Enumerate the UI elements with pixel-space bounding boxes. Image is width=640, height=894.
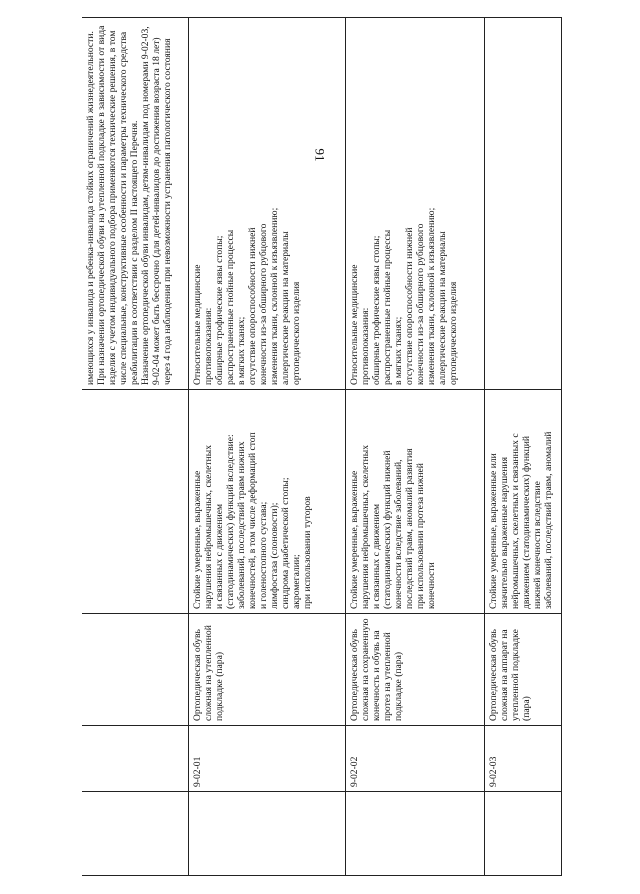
indication-line: значительно выраженные нарушения: [499, 456, 510, 609]
indication-line: нижней конечности вследствие: [532, 481, 543, 609]
contraindication-line: противопоказания:: [360, 307, 371, 385]
empty-cell: [82, 390, 189, 614]
contraindication-line: распространенные гнойные процессы: [382, 229, 393, 385]
indication-line: заболеваний, последствий травм, аномалий: [543, 431, 554, 609]
indication-line: Стойкие умеренные, выраженные или: [488, 453, 499, 609]
row-indications: [189, 390, 346, 614]
intro-line: изделия с учетом индивидуального подбора применяются технические решения, в том: [107, 30, 118, 385]
row-indications: [346, 390, 485, 614]
table-row: [189, 18, 346, 876]
indication-line: и связанных с движением: [214, 503, 225, 609]
contraindication-line: Относительные медицинские: [192, 264, 203, 385]
indication-line: нарушения нейромышечных, скелетных: [203, 445, 214, 609]
empty-cell: [485, 792, 562, 876]
intro-line: При назначении ортопедической обуви на утепленной подкладке в зависимости от вида: [96, 25, 107, 385]
contraindication-line: отсутствие опороспособности нижней: [404, 227, 415, 385]
indication-line: при использовании туторов: [302, 496, 313, 609]
indication-line: и связанных с движением: [371, 503, 382, 609]
contraindication-line: обширные трофические язвы стопы;: [371, 235, 382, 385]
indication-line: лимфостаза (слоновости);: [269, 502, 280, 609]
row-contraindications: [189, 18, 346, 390]
contraindication-line: аллергические реакции на материалы: [280, 231, 291, 385]
indication-line: при использовании протеза нижней: [415, 463, 426, 609]
indication-line: последствий травм, аномалий развития: [404, 448, 415, 609]
row-contraindications: [346, 18, 485, 390]
indication-line: конечностей, в том числе деформаций стоп: [247, 432, 258, 609]
row-code: 9-02-01: [189, 726, 346, 792]
page-number: 91: [312, 148, 328, 162]
intro-line: числе специальные, конструктивные особенности и параметры технического средства: [118, 31, 129, 385]
contraindication-line: конечности из-за обширного рубцового: [258, 223, 269, 385]
row-code: 9-02-02: [346, 726, 485, 792]
contraindication-line: в мягких тканях;: [236, 316, 247, 385]
contraindication-line: распространенные гнойные процессы: [225, 229, 236, 385]
contraindication-line: Относительные медицинские: [349, 264, 360, 385]
indication-line: Стойкие умеренные, выраженные: [192, 470, 203, 609]
contraindication-line: изменения ткани, склонной к изъязвлению;: [426, 207, 437, 385]
intro-text: [82, 18, 189, 390]
contraindication-line: изменения ткани, склонной к изъязвлению;: [269, 207, 280, 385]
indication-line: нейромышечных, скелетных и связанных с: [510, 433, 521, 609]
indication-line: заболеваний, последствий травм нижних: [236, 441, 247, 609]
contraindication-line: аллергические реакции на материалы: [437, 231, 448, 385]
table-row: [485, 18, 562, 876]
indication-line: Стойкие умеренные, выраженные: [349, 470, 360, 609]
indication-line: нарушения нейромышечных, скелетных: [360, 445, 371, 609]
empty-cell: [485, 18, 562, 390]
empty-cell: [346, 792, 485, 876]
table-row: [346, 18, 485, 876]
row-name: Ортопедическая обувь сложная на сохраненную конечность и обувь на протез на утепленной подкладке (пара): [346, 614, 485, 726]
document-table: [82, 18, 562, 876]
empty-cell: [82, 614, 189, 726]
indication-line: (статодинамических) функций вследствие:: [225, 434, 236, 609]
row-code: 9-02-03: [485, 726, 562, 792]
intro-line: реабилитации в соответствии с разделом II настоящего Перечня.: [129, 120, 140, 385]
intro-line: через 4 года наблюдения при невозможности устранения патологического состояния: [162, 38, 173, 385]
contraindication-line: обширные трофические язвы стопы;: [214, 235, 225, 385]
contraindication-line: противопоказания:: [203, 307, 214, 385]
indication-line: движением (статодинамических) функций: [521, 435, 532, 609]
contraindication-line: отсутствие опороспособности нижней: [247, 227, 258, 385]
intro-line: 9-02-04 может быть бессрочно (для детей-инвалидов до достижения возраста 18 лет): [151, 37, 162, 385]
empty-cell: [82, 792, 189, 876]
indication-line: (статодинамических) функций нижней: [382, 450, 393, 609]
indication-line: синдрома диабетической стопы;: [280, 477, 291, 609]
row-indications: [485, 390, 562, 614]
empty-cell: [82, 726, 189, 792]
row-name: Ортопедическая обувь сложная на утепленной подкладке (пара): [189, 614, 346, 726]
indication-line: и голеностопного сустава;: [258, 501, 269, 609]
indication-line: акромегалии;: [291, 554, 302, 609]
contraindication-line: ортопедического изделия: [291, 281, 302, 385]
intro-line: Назначение ортопедической обуви инвалидам, детям-инвалидам под номерами 9-02-03,: [140, 26, 151, 385]
table-row-intro: [82, 18, 189, 876]
contraindication-line: конечности из-за обширного рубцового: [415, 223, 426, 385]
contraindication-line: в мягких тканях;: [393, 316, 404, 385]
contraindication-line: ортопедического изделия: [448, 281, 459, 385]
intro-line: имеющихся у инвалида и ребенка-инвалида стойких ограничений жизнедеятельности.: [85, 31, 96, 385]
row-name: Ортопедическая обувь сложная на аппарат на утепленной подкладке (пара): [485, 614, 562, 726]
indication-line: конечности: [426, 562, 437, 609]
empty-cell: [189, 792, 346, 876]
indication-line: конечности вследствие заболеваний,: [393, 459, 404, 609]
